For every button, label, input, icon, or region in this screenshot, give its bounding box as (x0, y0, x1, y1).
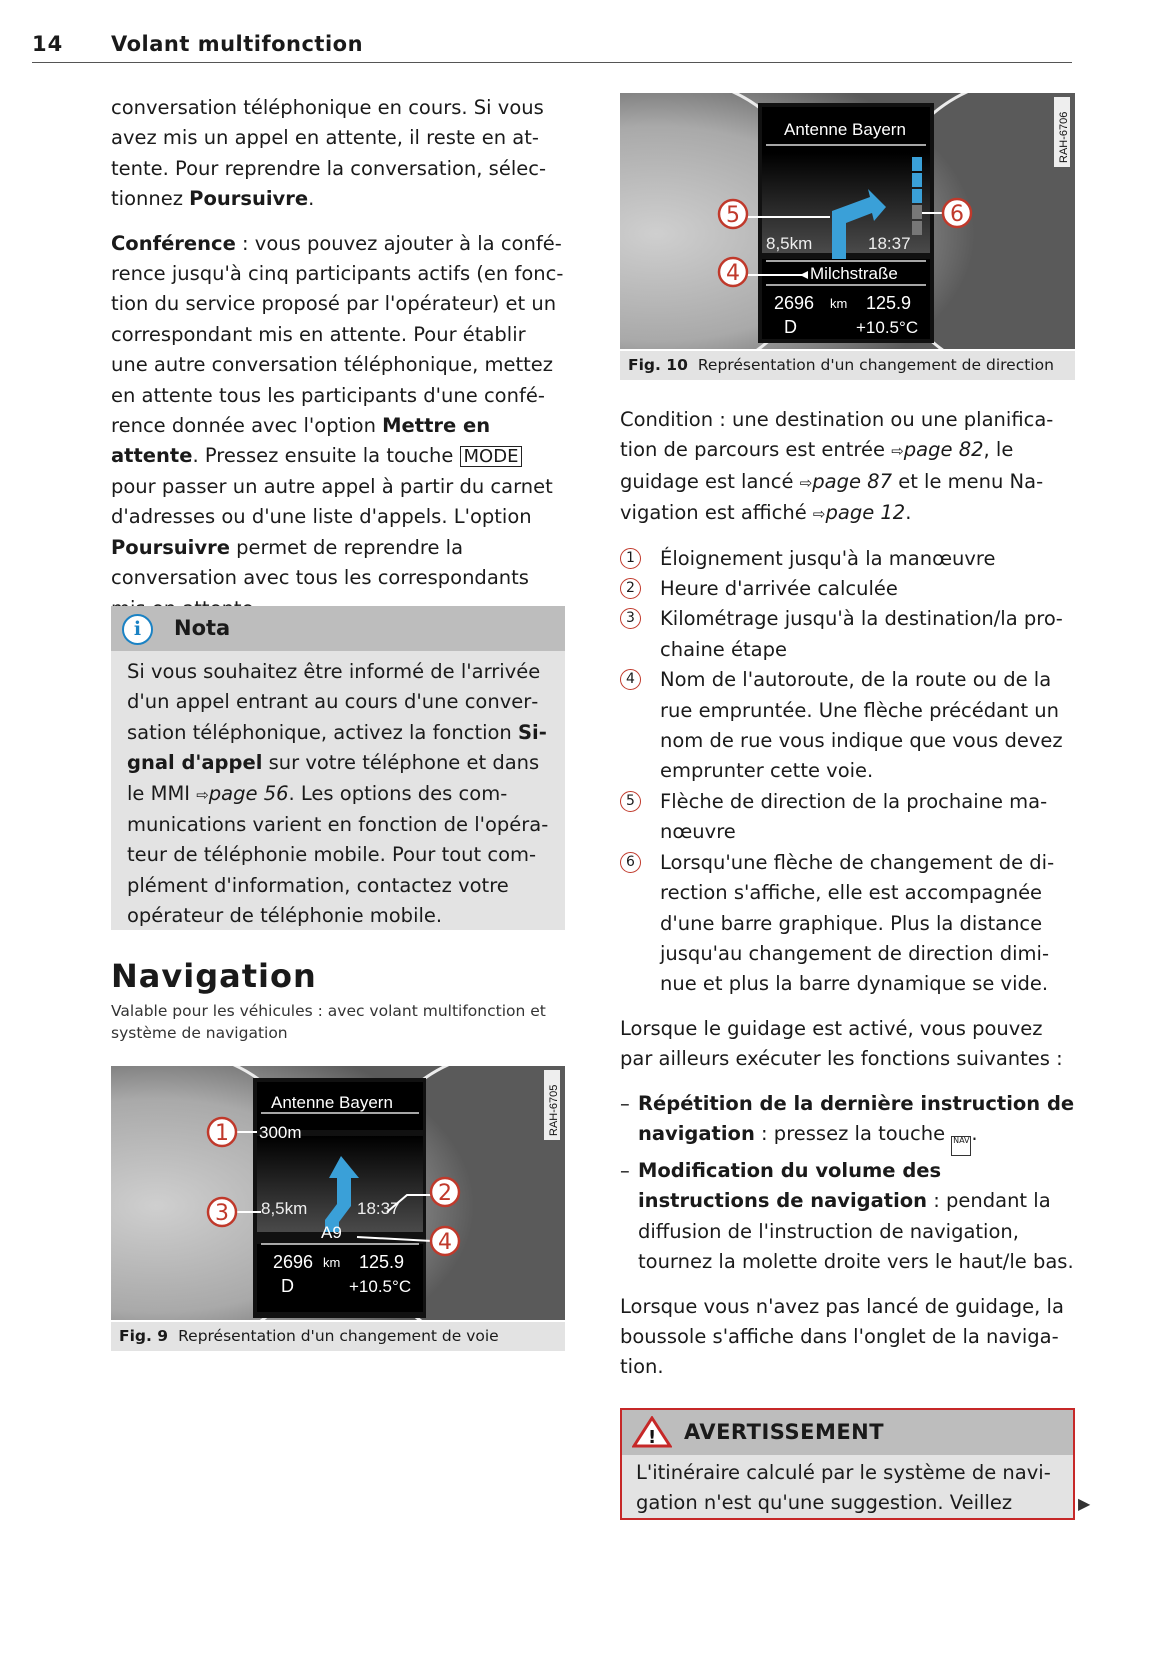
svg-text:6: 6 (950, 202, 964, 227)
page-reference[interactable]: page 12 (825, 501, 906, 525)
chapter-title: Volant multifonction (111, 32, 364, 56)
info-icon: i (122, 614, 153, 645)
fig10-gear: D (784, 317, 797, 337)
paragraph-compass: Lorsque vous n'avez pas lancé de guidage, la boussole s'affiche dans l'onglet de la navigation. (620, 1294, 1064, 1379)
fig9-time: 18:37 (357, 1199, 400, 1218)
nav-key-icon: NAV (951, 1136, 971, 1156)
right-column (620, 405, 1075, 1397)
fig10-distance: 8,5km (766, 234, 813, 253)
svg-text:1: 1 (215, 1121, 229, 1146)
warning-body: L'itinéraire calculé par le système de navigation n'est qu'une suggestion. Veillez (636, 1461, 1051, 1515)
fig10-time: 18:37 (868, 234, 911, 253)
arrow-right-icon: ⇨ (812, 505, 826, 524)
fig10-code: RAH-6706 (1058, 111, 1070, 163)
fig10-road: Milchstraße (810, 264, 898, 283)
fig9-trip: 125.9 (359, 1252, 405, 1272)
warning-box (620, 1408, 1075, 1520)
svg-text:3: 3 (215, 1201, 229, 1226)
fig10-station-name: Antenne Bayern (784, 120, 906, 139)
left-column (111, 93, 567, 638)
fig9-callout-2 (431, 1178, 459, 1206)
list-item: – Modification du volume des instructions de navigation : pendant la diffusion de l'instruction de navigation, tournez la molette droite vers le haut/le bas. (620, 1156, 1075, 1278)
svg-text:4: 4 (726, 261, 740, 286)
page-header (32, 28, 1072, 63)
paragraph-condition: Condition : une destination ou une planification de parcours est entrée ⇨page 82, le guidage est lancé ⇨page 87 et le menu Navigation est affiché ⇨page 12. (620, 408, 1054, 525)
fig9-unit: km (323, 1255, 341, 1270)
page-reference[interactable]: page 87 (812, 469, 892, 493)
fig10-trip: 125.9 (866, 293, 912, 313)
svg-text:5: 5 (726, 203, 740, 228)
list-item: 2 Heure d'arrivée calculée (620, 574, 1075, 604)
legend-list (620, 544, 1075, 1000)
fig9-odometer: 2696 (273, 1252, 314, 1272)
section-subtitle: Valable pour les véhicules : avec volant multifonction et système de navigation (111, 1002, 546, 1042)
figure-10-instrument-cluster (620, 93, 1075, 349)
section-title: Navigation (111, 957, 317, 995)
warning-triangle-icon (632, 1416, 672, 1448)
list-item: 3 Kilométrage jusqu'à la destination/la prochaine étape (620, 604, 1075, 665)
warning-title: AVERTISSEMENT (684, 1420, 885, 1444)
list-item: 4 Nom de l'autoroute, de la route ou de la rue empruntée. Une flèche précédant un nom de rue vous indique que vous devez emprunter cette voie. (620, 665, 1075, 787)
page-reference[interactable]: page 56 (208, 781, 289, 805)
list-item: 6 Lorsqu'une flèche de changement de direction s'affiche, elle est accompagnée d'une barre graphique. Plus la distance jusqu'au changement de direction diminue et plus la barre dynamique se vide. (620, 848, 1075, 1000)
fig9-temperature: +10.5°C (349, 1277, 412, 1296)
paragraph-guidance-intro: Lorsque le guidage est activé, vous pouvez par ailleurs exécuter les fonctions suivantes : (620, 1016, 1063, 1071)
fig10-callout-4 (719, 258, 747, 286)
fig9-code: RAH-6705 (548, 1084, 560, 1136)
fig9-callout-4 (431, 1227, 459, 1255)
function-list (620, 1089, 1075, 1278)
list-item: 5 Flèche de direction de la prochaine manœuvre (620, 787, 1075, 848)
svg-text:4: 4 (438, 1230, 452, 1255)
fig9-distance: 8,5km (261, 1199, 308, 1218)
mode-key: MODE (460, 446, 523, 467)
paragraph-conference: Conférence : vous pouvez ajouter à la conférence jusqu'à cinq participants actifs (en fonction du service proposé par l'opérateur) et un correspondant mis en attente. Pour établir une autre conversation téléphonique, mettez en attente tous les participants d'une conférence donnée avec l'option Mettre en attente. Pressez ensuite la touche MODE pour passer un autre appel à partir du carnet d'adresses ou d'une liste d'appels. L'option Poursuivre permet de reprendre la conversation avec tous les correspondants (111, 231, 564, 590)
list-item: – Répétition de la dernière instruction de navigation : pressez la touche NAV. (620, 1089, 1075, 1156)
nota-box (111, 606, 565, 930)
fig9-road: A9 (321, 1223, 342, 1242)
fig10-callout-6 (943, 199, 971, 227)
fig10-odometer: 2696 (774, 293, 815, 313)
svg-text:!: ! (648, 1427, 657, 1448)
nota-title: Nota (174, 616, 231, 640)
fig9-callout-3 (208, 1198, 236, 1226)
page-number: 14 (32, 32, 64, 56)
arrow-right-icon: ⇨ (891, 442, 904, 461)
paragraph-call-waiting: conversation téléphonique en cours. Si vous avez mis un appel en attente, il reste en attente. Pour reprendre la conversation, sélectionnez Poursuivre. (111, 96, 547, 211)
fig9-gear: D (281, 1276, 294, 1296)
fig10-unit: km (830, 296, 848, 311)
fig10-temperature: +10.5°C (856, 318, 919, 337)
figure-10-caption: Fig. 10 Représentation d'un changement de direction (620, 351, 1075, 380)
nota-body: Si vous souhaitez être informé de l'arrivée d'un appel entrant au cours d'une conversation téléphonique, activez la fonction Signal d'appel sur votre téléphone et dans le MMI ⇨page 56. Les options des communications varient en fonction de l'opérateur de téléphonie mobile. Pour tout complément d'information, contactez votre opérateur de téléphonie mobile. (127, 660, 549, 928)
figure-9-instrument-cluster (111, 1066, 565, 1320)
arrow-right-icon: ⇨ (196, 785, 209, 804)
fig10-callout-5 (719, 200, 747, 228)
arrow-right-icon: ⇨ (799, 473, 813, 492)
list-item: 1 Éloignement jusqu'à la manœuvre (620, 544, 1075, 574)
continue-arrow-icon: ▶ (1078, 1494, 1091, 1513)
figure-9-caption: Fig. 9 Représentation d'un changement de voie (111, 1322, 565, 1351)
page-reference[interactable]: page 82 (903, 438, 984, 462)
svg-text:2: 2 (438, 1181, 452, 1206)
fig9-callout-1 (208, 1118, 236, 1146)
nota-header (111, 606, 565, 651)
fig9-station-name: Antenne Bayern (271, 1093, 393, 1112)
warning-header (622, 1410, 1073, 1455)
fig9-distance-top: 300m (259, 1123, 302, 1142)
